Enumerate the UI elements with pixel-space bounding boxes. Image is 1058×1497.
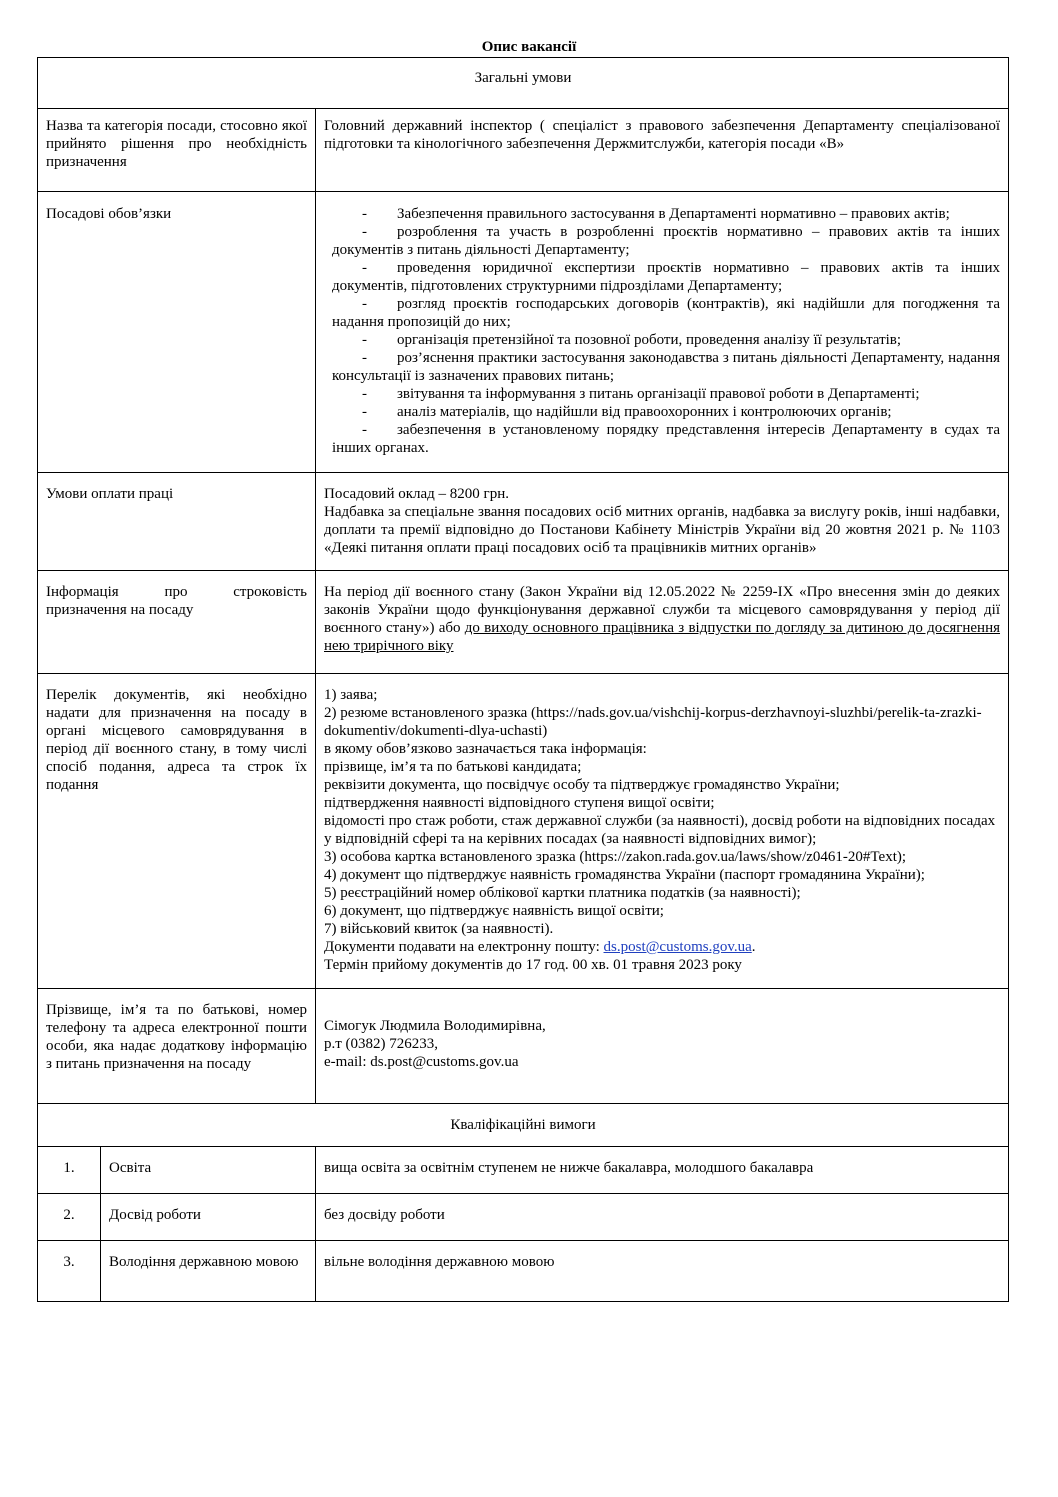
contact-cell [316, 989, 1009, 1104]
qualification-section-heading: Кваліфікаційні вимоги [38, 1104, 1009, 1147]
duties-list [332, 205, 1000, 457]
term-text-underlined: до виходу основного працівника з відпустки по догляду за дитиною до досягнення нею трирічного віку [324, 620, 1001, 654]
requirement-value: вища освіта за освітнім ступенем не нижче бакалавра, молодшого бакалавра [316, 1147, 1009, 1194]
position-label: Назва та категорія посади, стосовно якої прийнято рішення про необхідність призначення [38, 109, 316, 192]
document-line: 1) заява; [324, 687, 378, 703]
document-line: підтвердження наявності відповідного ступеня вищої освіти; [324, 795, 715, 811]
documents-label: Перелік документів, які необхідно надати для призначення на посаду в органі місцевого самоврядування в період дії воєнного стану, в тому числі спосіб подання, адреса та строк їх подання [38, 674, 316, 989]
requirement-number: 3. [38, 1241, 101, 1302]
requirement-number: 1. [38, 1147, 101, 1194]
document-line: 4) документ що підтверджує наявність громадянства України (паспорт громадянина України); [324, 867, 925, 883]
page-title: Опис вакансії [481, 39, 577, 55]
requirement-value: без досвіду роботи [316, 1194, 1009, 1241]
position-row [38, 109, 1009, 192]
duty-item: - забезпечення в установленому порядку представлення інтересів Департаменту в судах та інших органах. [332, 422, 1001, 456]
duty-item: - звітування та інформування з питань організації правової роботи в Департаменті; [362, 386, 920, 402]
salary-label: Умови оплати праці [38, 473, 316, 571]
duty-item: - організація претензійної та позовної роботи, проведення аналізу її результатів; [362, 332, 902, 348]
salary-base: Посадовий оклад – 8200 грн. [324, 486, 509, 502]
duty-item: - проведення юридичної експертизи проєктів нормативно – правових актів та інших документів, підготовлених структурними підрозділами Департаменту; [332, 260, 1001, 294]
term-text: На період дії воєнного стану (Закон України від 12.05.2022 № 2259-IX «Про внесення змін до деяких законів України щодо функціонування державної служби та місцевого самоврядування у період дії воєнного стану») або [324, 584, 1001, 636]
contact-name: Сімогук Людмила Володимирівна, [324, 1018, 546, 1034]
position-value: Головний державний інспектор ( спеціаліст з правового забезпечення Департаменту спеціалізованої підготовки та кінологічного забезпечення Держмитслужби, категорія посади «В» [316, 109, 1009, 192]
general-section-row [38, 58, 1009, 109]
document-line: прізвище, ім’я та по батькові кандидата; [324, 759, 582, 775]
duty-item: - розгляд проєктів господарських договорів (контрактів), які надійшли для погодження та надання пропозицій до них; [332, 296, 1001, 330]
document-line: 5) реєстраційний номер облікової картки платника податків (за наявності); [324, 885, 801, 901]
salary-cell [316, 473, 1009, 571]
term-row [38, 571, 1009, 674]
documents-email-line: Документи подавати на електронну пошту: ds.post@customs.gov.ua. [324, 939, 756, 955]
general-section-heading: Загальні умови [38, 58, 1009, 109]
contact-label: Прізвище, ім’я та по батькові, номер телефону та адреса електронної пошти особи, яка надає додаткову інформацію з питань призначення на посаду [38, 989, 316, 1104]
duties-row [38, 192, 1009, 473]
document-line: 6) документ, що підтверджує наявність вищої освіти; [324, 903, 664, 919]
qualification-section-row [38, 1104, 1009, 1147]
document-line: 2) резюме встановленого зразка (https://nads.gov.ua/vishchij-korpus-derzhavnoyi-sluzhbi/perelik-ta-zrazki-dokumentiv/dokumenti-dlya-uchasti) [324, 705, 982, 739]
requirement-row [38, 1241, 1009, 1302]
document-line: 3) особова картка встановленого зразка (https://zakon.rada.gov.ua/laws/show/z0461-20#Text); [324, 849, 907, 865]
duty-item: - Забезпечення правильного застосування в Департаменті нормативно – правових актів; [362, 206, 950, 222]
document-line: реквізити документа, що посвідчує особу та підтверджує громадянство України; [324, 777, 840, 793]
term-cell [316, 571, 1009, 674]
vacancy-table [37, 57, 1009, 1302]
requirement-row [38, 1194, 1009, 1241]
requirement-label: Досвід роботи [101, 1194, 316, 1241]
duty-item: - аналіз матеріалів, що надійшли від правоохоронних і контролюючих органів; [362, 404, 892, 420]
document-line: 7) військовий квиток (за наявності). [324, 921, 554, 937]
requirement-row [38, 1147, 1009, 1194]
duties-cell [316, 192, 1009, 473]
contact-email: e-mail: ds.post@customs.gov.ua [324, 1054, 519, 1070]
documents-cell [316, 674, 1009, 989]
documents-row [38, 674, 1009, 989]
documents-deadline: Термін прийому документів до 17 год. 00 хв. 01 травня 2023 року [324, 957, 742, 973]
duty-item: - роз’яснення практики застосування законодавства з питань діяльності Департаменту, надання консультації із зазначених правових питань; [332, 350, 1001, 384]
salary-row [38, 473, 1009, 571]
contact-phone: р.т (0382) 726233, [324, 1036, 439, 1052]
document-line: в якому обов’язково зазначається така інформація: [324, 741, 647, 757]
requirement-value: вільне володіння державною мовою [316, 1241, 1009, 1302]
salary-bonuses: Надбавка за спеціальне звання посадових осіб митних органів, надбавка за вислугу років, інші надбавки, доплати та премії відповідно до Постанови Кабінету Міністрів України від 20 жовтня 2021 р. № 1103 «Деякі питання оплати праці посадових осіб та працівників митних органів» [324, 504, 1001, 556]
duties-label: Посадові обов’язки [38, 192, 316, 473]
contact-row [38, 989, 1009, 1104]
document-line: відомості про стаж роботи, стаж державної служби (за наявності), досвід роботи на відповідних посадах у відповідній сфері та на керівних посадах (за наявності відповідних вимог); [324, 813, 996, 847]
documents-email-link[interactable]: ds.post@customs.gov.ua [603, 939, 752, 955]
requirement-label: Освіта [101, 1147, 316, 1194]
term-label: Інформація про строковість призначення на посаду [38, 571, 316, 674]
duty-item: - розроблення та участь в розробленні проєктів нормативно – правових актів та інших документів з питань діяльності Департаменту; [332, 224, 1001, 258]
requirement-number: 2. [38, 1194, 101, 1241]
requirement-label: Володіння державною мовою [101, 1241, 316, 1302]
